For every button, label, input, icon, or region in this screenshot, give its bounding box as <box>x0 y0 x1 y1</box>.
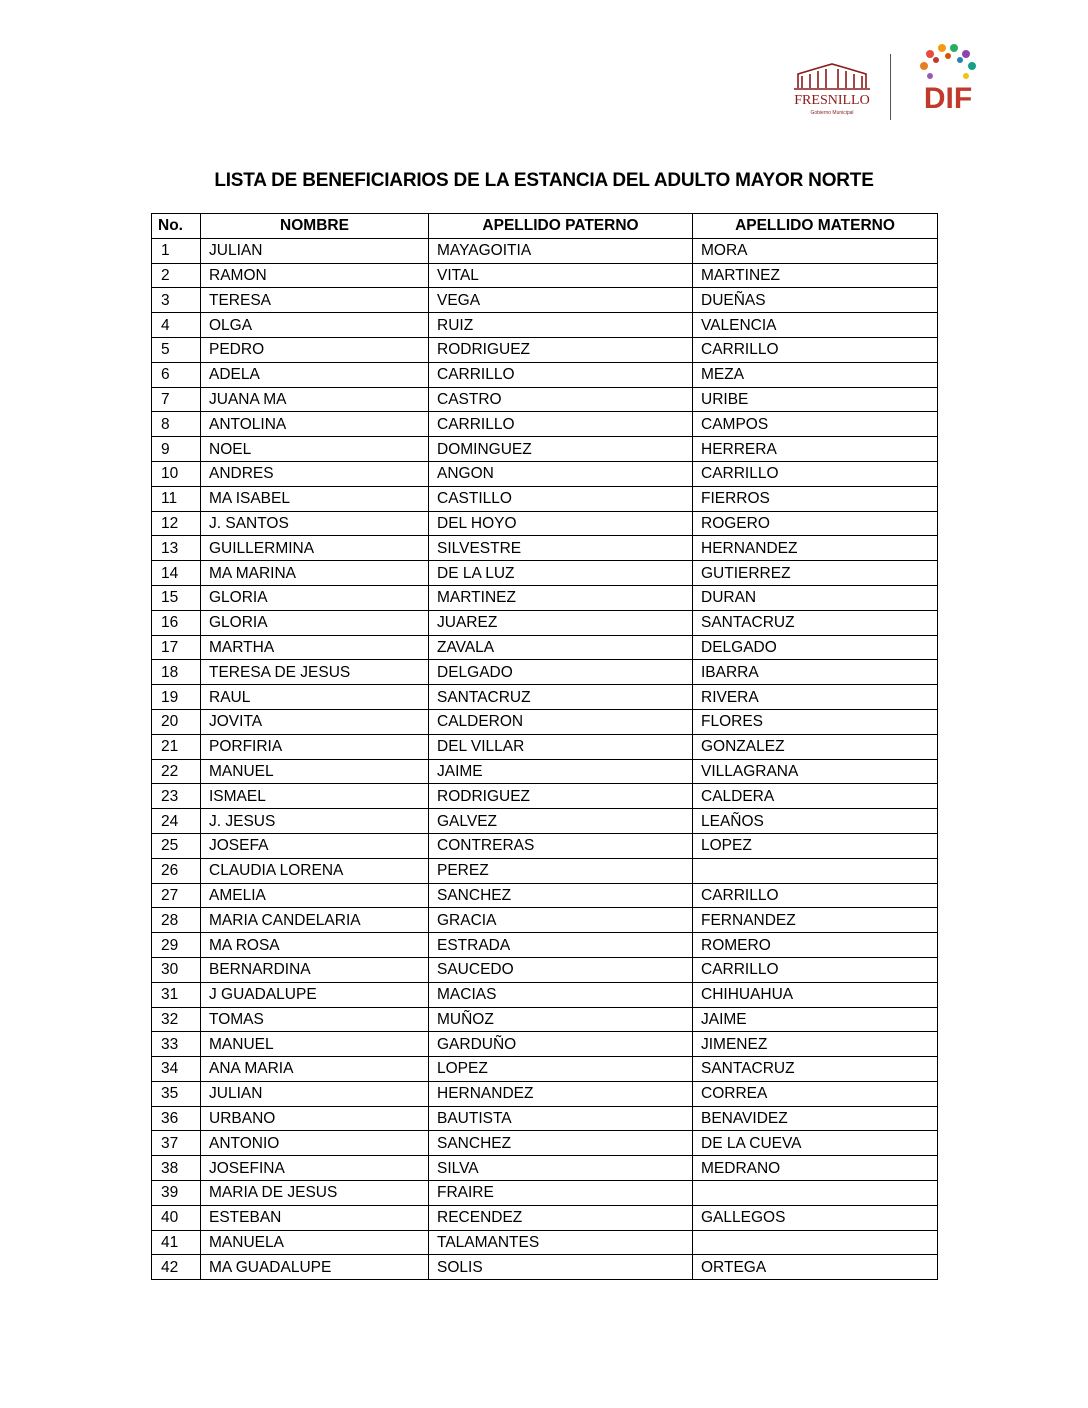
cell-no: 28 <box>152 908 201 933</box>
cell-nombre: J. JESUS <box>201 809 429 834</box>
cell-no: 13 <box>152 536 201 561</box>
cell-nombre: MA MARINA <box>201 561 429 586</box>
cell-nombre: MA ROSA <box>201 933 429 958</box>
cell-nombre: RAUL <box>201 685 429 710</box>
beneficiaries-table <box>151 213 938 1280</box>
cell-no: 2 <box>152 263 201 288</box>
table-row <box>152 759 938 784</box>
cell-apellido-paterno: PEREZ <box>429 858 693 883</box>
cell-no: 26 <box>152 858 201 883</box>
cell-nombre: CLAUDIA LORENA <box>201 858 429 883</box>
cell-nombre: ADELA <box>201 362 429 387</box>
table-row <box>152 734 938 759</box>
cell-no: 3 <box>152 288 201 313</box>
table-row <box>152 1106 938 1131</box>
cell-apellido-paterno: DELGADO <box>429 660 693 685</box>
cell-apellido-materno: VILLAGRANA <box>693 759 938 784</box>
cell-apellido-paterno: DOMINGUEZ <box>429 437 693 462</box>
cell-apellido-paterno: FRAIRE <box>429 1181 693 1206</box>
cell-apellido-paterno: LOPEZ <box>429 1057 693 1082</box>
cell-apellido-materno: URIBE <box>693 387 938 412</box>
cell-no: 38 <box>152 1156 201 1181</box>
cell-no: 33 <box>152 1032 201 1057</box>
cell-apellido-materno: ROMERO <box>693 933 938 958</box>
table-row <box>152 610 938 635</box>
cell-no: 10 <box>152 461 201 486</box>
table-row <box>152 1205 938 1230</box>
cell-apellido-materno: DE LA CUEVA <box>693 1131 938 1156</box>
cell-apellido-materno: CARRILLO <box>693 337 938 362</box>
table-row <box>152 933 938 958</box>
column-header-apellido-materno: APELLIDO MATERNO <box>693 214 938 239</box>
column-header-nombre: NOMBRE <box>201 214 429 239</box>
cell-nombre: TOMAS <box>201 1007 429 1032</box>
cell-no: 14 <box>152 561 201 586</box>
cell-apellido-materno: MORA <box>693 238 938 263</box>
cell-no: 15 <box>152 585 201 610</box>
cell-apellido-materno: MARTINEZ <box>693 263 938 288</box>
cell-no: 22 <box>152 759 201 784</box>
cell-no: 31 <box>152 982 201 1007</box>
cell-apellido-materno: DELGADO <box>693 635 938 660</box>
column-header-apellido-paterno: APELLIDO PATERNO <box>429 214 693 239</box>
cell-apellido-paterno: RUIZ <box>429 313 693 338</box>
table-row <box>152 288 938 313</box>
cell-nombre: MA ISABEL <box>201 486 429 511</box>
table-row <box>152 833 938 858</box>
table-row <box>152 461 938 486</box>
cell-apellido-paterno: GALVEZ <box>429 809 693 834</box>
cell-nombre: J GUADALUPE <box>201 982 429 1007</box>
cell-apellido-materno: FLORES <box>693 709 938 734</box>
cell-apellido-paterno: SOLIS <box>429 1255 693 1280</box>
cell-apellido-paterno: CARRILLO <box>429 362 693 387</box>
cell-nombre: TERESA <box>201 288 429 313</box>
cell-apellido-paterno: SILVA <box>429 1156 693 1181</box>
cell-apellido-paterno: DEL HOYO <box>429 511 693 536</box>
fresnillo-logo <box>780 58 884 118</box>
cell-apellido-paterno: DE LA LUZ <box>429 561 693 586</box>
cell-apellido-materno: GALLEGOS <box>693 1205 938 1230</box>
cell-no: 5 <box>152 337 201 362</box>
cell-nombre: GUILLERMINA <box>201 536 429 561</box>
cell-nombre: ISMAEL <box>201 784 429 809</box>
table-row <box>152 1156 938 1181</box>
cell-nombre: GLORIA <box>201 610 429 635</box>
svg-text:DIF: DIF <box>923 82 973 115</box>
cell-nombre: MARTHA <box>201 635 429 660</box>
table-row <box>152 982 938 1007</box>
cell-no: 37 <box>152 1131 201 1156</box>
cell-apellido-paterno: BAUTISTA <box>429 1106 693 1131</box>
cell-no: 11 <box>152 486 201 511</box>
cell-apellido-materno <box>693 858 938 883</box>
cell-no: 18 <box>152 660 201 685</box>
cell-apellido-paterno: GRACIA <box>429 908 693 933</box>
cell-apellido-materno: ROGERO <box>693 511 938 536</box>
cell-nombre: RAMON <box>201 263 429 288</box>
table-row <box>152 858 938 883</box>
table-row <box>152 784 938 809</box>
cell-no: 24 <box>152 809 201 834</box>
table-row <box>152 1255 938 1280</box>
table-row <box>152 883 938 908</box>
cell-apellido-materno: CARRILLO <box>693 957 938 982</box>
cell-apellido-materno: FERNANDEZ <box>693 908 938 933</box>
cell-apellido-materno: VALENCIA <box>693 313 938 338</box>
cell-apellido-paterno: SAUCEDO <box>429 957 693 982</box>
table-row <box>152 1181 938 1206</box>
cell-apellido-materno: FIERROS <box>693 486 938 511</box>
header-logos <box>780 40 990 124</box>
cell-nombre: PEDRO <box>201 337 429 362</box>
cell-nombre: OLGA <box>201 313 429 338</box>
table-header-row <box>152 214 938 239</box>
cell-apellido-paterno: RECENDEZ <box>429 1205 693 1230</box>
cell-apellido-paterno: GARDUÑO <box>429 1032 693 1057</box>
cell-apellido-paterno: MUÑOZ <box>429 1007 693 1032</box>
cell-no: 19 <box>152 685 201 710</box>
cell-no: 36 <box>152 1106 201 1131</box>
table-row <box>152 387 938 412</box>
cell-no: 12 <box>152 511 201 536</box>
cell-apellido-paterno: CASTILLO <box>429 486 693 511</box>
cell-apellido-paterno: JAIME <box>429 759 693 784</box>
table-row <box>152 585 938 610</box>
cell-apellido-materno: CALDERA <box>693 784 938 809</box>
cell-apellido-materno: JIMENEZ <box>693 1032 938 1057</box>
cell-nombre: PORFIRIA <box>201 734 429 759</box>
cell-apellido-paterno: CARRILLO <box>429 412 693 437</box>
cell-no: 29 <box>152 933 201 958</box>
cell-apellido-materno: MEZA <box>693 362 938 387</box>
cell-nombre: NOEL <box>201 437 429 462</box>
cell-nombre: URBANO <box>201 1106 429 1131</box>
cell-apellido-materno: LOPEZ <box>693 833 938 858</box>
cell-no: 41 <box>152 1230 201 1255</box>
cell-apellido-materno: DURAN <box>693 585 938 610</box>
table-row <box>152 957 938 982</box>
cell-apellido-paterno: SANTACRUZ <box>429 685 693 710</box>
table-row <box>152 412 938 437</box>
table-row <box>152 635 938 660</box>
cell-apellido-materno: HERNANDEZ <box>693 536 938 561</box>
table-row <box>152 561 938 586</box>
cell-no: 40 <box>152 1205 201 1230</box>
table-row <box>152 362 938 387</box>
cell-nombre: BERNARDINA <box>201 957 429 982</box>
cell-apellido-materno: ORTEGA <box>693 1255 938 1280</box>
cell-nombre: AMELIA <box>201 883 429 908</box>
cell-apellido-paterno: CALDERON <box>429 709 693 734</box>
cell-apellido-materno: CARRILLO <box>693 883 938 908</box>
cell-apellido-paterno: HERNANDEZ <box>429 1081 693 1106</box>
cell-apellido-paterno: SILVESTRE <box>429 536 693 561</box>
table-row <box>152 908 938 933</box>
table-row <box>152 313 938 338</box>
cell-apellido-materno: SANTACRUZ <box>693 1057 938 1082</box>
logo-divider <box>890 54 891 120</box>
cell-no: 6 <box>152 362 201 387</box>
cell-apellido-paterno: ANGON <box>429 461 693 486</box>
cell-nombre: ANA MARIA <box>201 1057 429 1082</box>
cell-no: 16 <box>152 610 201 635</box>
table-row <box>152 486 938 511</box>
cell-apellido-materno: CORREA <box>693 1081 938 1106</box>
table-row <box>152 1057 938 1082</box>
cell-apellido-paterno: CASTRO <box>429 387 693 412</box>
cell-no: 39 <box>152 1181 201 1206</box>
cell-no: 42 <box>152 1255 201 1280</box>
cell-no: 4 <box>152 313 201 338</box>
cell-no: 25 <box>152 833 201 858</box>
cell-no: 27 <box>152 883 201 908</box>
cell-apellido-materno: GONZALEZ <box>693 734 938 759</box>
cell-nombre: MARIA CANDELARIA <box>201 908 429 933</box>
cell-apellido-materno <box>693 1230 938 1255</box>
cell-no: 34 <box>152 1057 201 1082</box>
cell-nombre: ANTONIO <box>201 1131 429 1156</box>
cell-nombre: JOVITA <box>201 709 429 734</box>
cell-apellido-paterno: DEL VILLAR <box>429 734 693 759</box>
table-row <box>152 1007 938 1032</box>
cell-no: 21 <box>152 734 201 759</box>
cell-nombre: ESTEBAN <box>201 1205 429 1230</box>
cell-nombre: MANUEL <box>201 1032 429 1057</box>
table-row <box>152 238 938 263</box>
cell-no: 9 <box>152 437 201 462</box>
cell-apellido-paterno: CONTRERAS <box>429 833 693 858</box>
cell-no: 8 <box>152 412 201 437</box>
svg-text:Gobierno Municipal: Gobierno Municipal <box>810 110 854 116</box>
cell-nombre: ANDRES <box>201 461 429 486</box>
cell-no: 30 <box>152 957 201 982</box>
table-row <box>152 660 938 685</box>
cell-apellido-paterno: MARTINEZ <box>429 585 693 610</box>
cell-apellido-paterno: RODRIGUEZ <box>429 337 693 362</box>
table-row <box>152 709 938 734</box>
table-row <box>152 1032 938 1057</box>
cell-nombre: MANUELA <box>201 1230 429 1255</box>
cell-apellido-paterno: ZAVALA <box>429 635 693 660</box>
cell-apellido-materno: CARRILLO <box>693 461 938 486</box>
cell-nombre: J. SANTOS <box>201 511 429 536</box>
table-row <box>152 1131 938 1156</box>
cell-apellido-paterno: VEGA <box>429 288 693 313</box>
table-row <box>152 511 938 536</box>
page-title: LISTA DE BENEFICIARIOS DE LA ESTANCIA DEL ADULTO MAYOR NORTE <box>214 170 874 191</box>
cell-nombre: ANTOLINA <box>201 412 429 437</box>
cell-no: 23 <box>152 784 201 809</box>
cell-nombre: MANUEL <box>201 759 429 784</box>
cell-nombre: JUANA MA <box>201 387 429 412</box>
cell-no: 35 <box>152 1081 201 1106</box>
cell-nombre: GLORIA <box>201 585 429 610</box>
cell-apellido-paterno: MACIAS <box>429 982 693 1007</box>
table-row <box>152 1230 938 1255</box>
cell-apellido-materno: IBARRA <box>693 660 938 685</box>
cell-apellido-paterno: MAYAGOITIA <box>429 238 693 263</box>
cell-nombre: JOSEFA <box>201 833 429 858</box>
cell-apellido-materno: CHIHUAHUA <box>693 982 938 1007</box>
cell-apellido-materno: DUEÑAS <box>693 288 938 313</box>
table-row <box>152 337 938 362</box>
cell-apellido-materno: SANTACRUZ <box>693 610 938 635</box>
cell-nombre: JOSEFINA <box>201 1156 429 1181</box>
cell-apellido-paterno: JUAREZ <box>429 610 693 635</box>
table-row <box>152 1081 938 1106</box>
table-row <box>152 685 938 710</box>
table-row <box>152 809 938 834</box>
cell-apellido-paterno: TALAMANTES <box>429 1230 693 1255</box>
table-row <box>152 263 938 288</box>
cell-apellido-materno: MEDRANO <box>693 1156 938 1181</box>
cell-apellido-paterno: ESTRADA <box>429 933 693 958</box>
cell-no: 17 <box>152 635 201 660</box>
svg-text:FRESNILLO: FRESNILLO <box>794 93 870 108</box>
cell-apellido-materno: RIVERA <box>693 685 938 710</box>
cell-no: 7 <box>152 387 201 412</box>
cell-apellido-materno: LEAÑOS <box>693 809 938 834</box>
cell-apellido-paterno: RODRIGUEZ <box>429 784 693 809</box>
cell-nombre: JULIAN <box>201 238 429 263</box>
cell-no: 20 <box>152 709 201 734</box>
cell-apellido-paterno: SANCHEZ <box>429 1131 693 1156</box>
cell-apellido-materno <box>693 1181 938 1206</box>
cell-no: 1 <box>152 238 201 263</box>
cell-nombre: TERESA DE JESUS <box>201 660 429 685</box>
cell-nombre: MARIA DE JESUS <box>201 1181 429 1206</box>
column-header-no: No. <box>152 214 201 239</box>
cell-apellido-paterno: VITAL <box>429 263 693 288</box>
cell-apellido-materno: JAIME <box>693 1007 938 1032</box>
cell-nombre: MA GUADALUPE <box>201 1255 429 1280</box>
dif-logo <box>908 40 988 120</box>
cell-apellido-paterno: SANCHEZ <box>429 883 693 908</box>
cell-apellido-materno: BENAVIDEZ <box>693 1106 938 1131</box>
cell-apellido-materno: GUTIERREZ <box>693 561 938 586</box>
cell-nombre: JULIAN <box>201 1081 429 1106</box>
cell-apellido-materno: HERRERA <box>693 437 938 462</box>
table-row <box>152 536 938 561</box>
cell-no: 32 <box>152 1007 201 1032</box>
table-row <box>152 437 938 462</box>
cell-apellido-materno: CAMPOS <box>693 412 938 437</box>
